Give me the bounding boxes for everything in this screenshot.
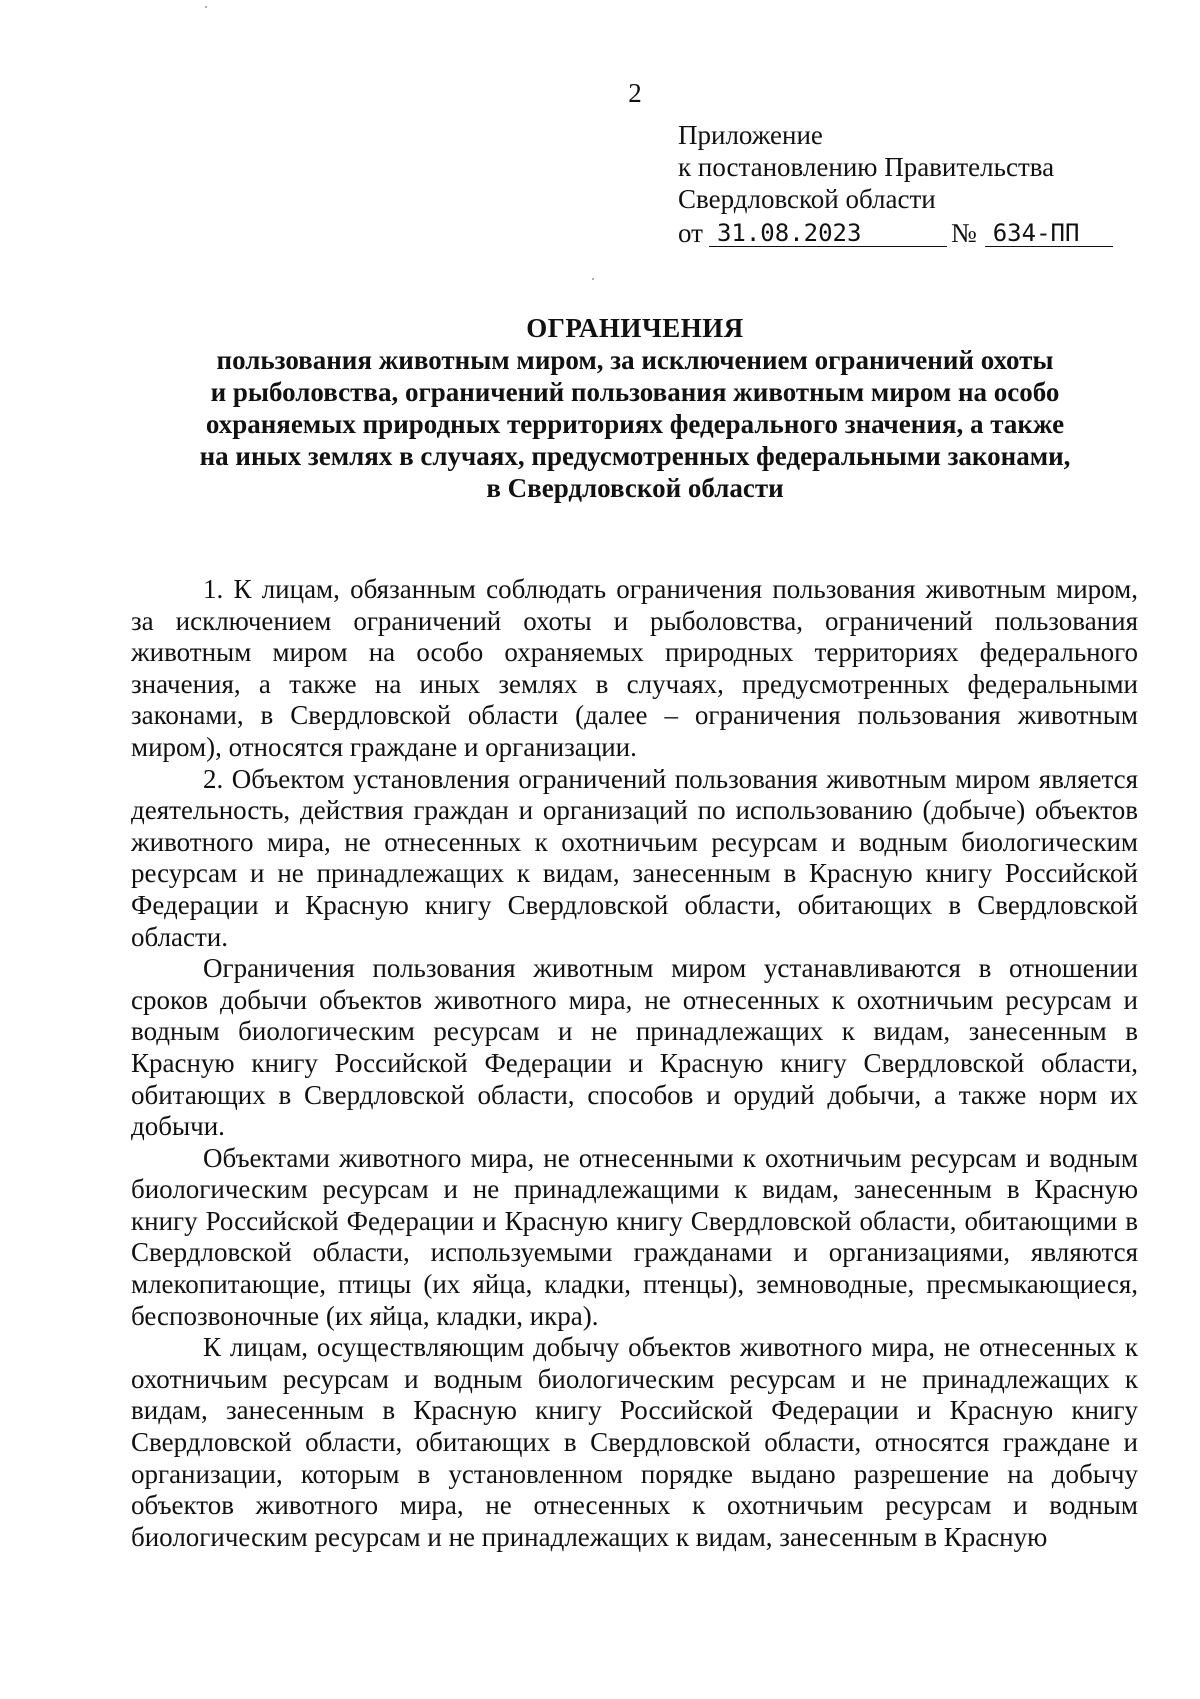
number-prefix: № <box>950 218 977 248</box>
title-heading: ОГРАНИЧЕНИЯ <box>526 313 744 343</box>
paragraph-4: Объектами животного мира, не отнесенными к охотничьим ресурсам и водным биологическим ресурсам и не принадлежащими к видам, занесенным в Красную книгу Российской Федерации и Красную книгу Свердловской области, обитающими в Свердловской области, используемыми гражданами и организациями, являются млекопитающие, птицы (их яйца, кладки, птенцы), земноводные, пресмыкающиеся, беспозвоночные (их яйца, кладки, икра). <box>131 1142 1138 1331</box>
title-subheading <box>120 344 1150 504</box>
appendix-label: Приложение <box>678 120 823 150</box>
title-subline: пользования животным миром, за исключением ограничений охоты <box>216 345 1054 375</box>
page-number: 2 <box>628 78 642 108</box>
appendix-region: Свердловской области <box>678 184 936 214</box>
appendix-resolution-ref: к постановлению Правительства <box>678 152 1055 182</box>
document-body <box>131 574 1138 1553</box>
number-value: 634-ПП <box>985 220 1113 247</box>
document-title <box>120 312 1150 504</box>
appendix-date-number-line <box>678 215 1113 249</box>
scan-speck <box>592 278 594 280</box>
paragraph-5: К лицам, осуществляющим добычу объектов животного мира, не отнесенных к охотничьим ресурсам и водным биологическим ресурсам и не принадлежащих к видам, занесенным в Красную книгу Российской Федерации и Красную книгу Свердловской области, обитающих в Свердловской области, относятся граждане и организации, которым в установленном порядке выдано разрешение на добычу объектов животного мира, не отнесенных к охотничьим ресурсам и водным биологическим ресурсам и не принадлежащих к видам, занесенным в Красную <box>131 1332 1138 1552</box>
title-subline: охраняемых природных территориях федерального значения, а также <box>205 409 1065 439</box>
title-subline: на иных землях в случаях, предусмотренных федеральными законами, <box>199 441 1071 471</box>
appendix-block <box>678 119 1113 249</box>
scan-speck <box>205 6 207 8</box>
paragraph-1: 1. К лицам, обязанным соблюдать ограничения пользования животным миром, за исключением ограничений охоты и рыболовства, ограничений пользования животным миром на особо охраняемых природных территориях федерального значения, а также на иных землях в случаях, предусмотренных федеральными законами, в Свердловской области (далее – ограничения пользования животным миром), относятся граждане и организации. <box>131 574 1138 762</box>
paragraph-2: 2. Объектом установления ограничений пользования животным миром является деятельность, действия граждан и организаций по использованию (добыче) объектов животного мира, не отнесенных к охотничьим ресурсам и водным биологическим ресурсам и не принадлежащих к видам, занесенным в Красную книгу Российской Федерации и Красную книгу Свердловской области, обитающих в Свердловской области. <box>131 763 1138 952</box>
date-prefix: от <box>678 218 703 248</box>
paragraph-3: Ограничения пользования животным миром устанавливаются в отношении сроков добычи объектов животного мира, не отнесенных к охотничьим ресурсам и водным биологическим ресурсам и не принадлежащих к видам, занесенным в Красную книгу Российской Федерации и Красную книгу Свердловской области, обитающих в Свердловской области, способов и орудий добычи, а также норм их добычи. <box>131 953 1138 1142</box>
title-subline: и рыболовства, ограничений пользования животным миром на особо <box>210 377 1060 407</box>
title-subline: в Свердловской области <box>486 473 784 503</box>
date-value: 31.08.2023 <box>709 220 947 247</box>
